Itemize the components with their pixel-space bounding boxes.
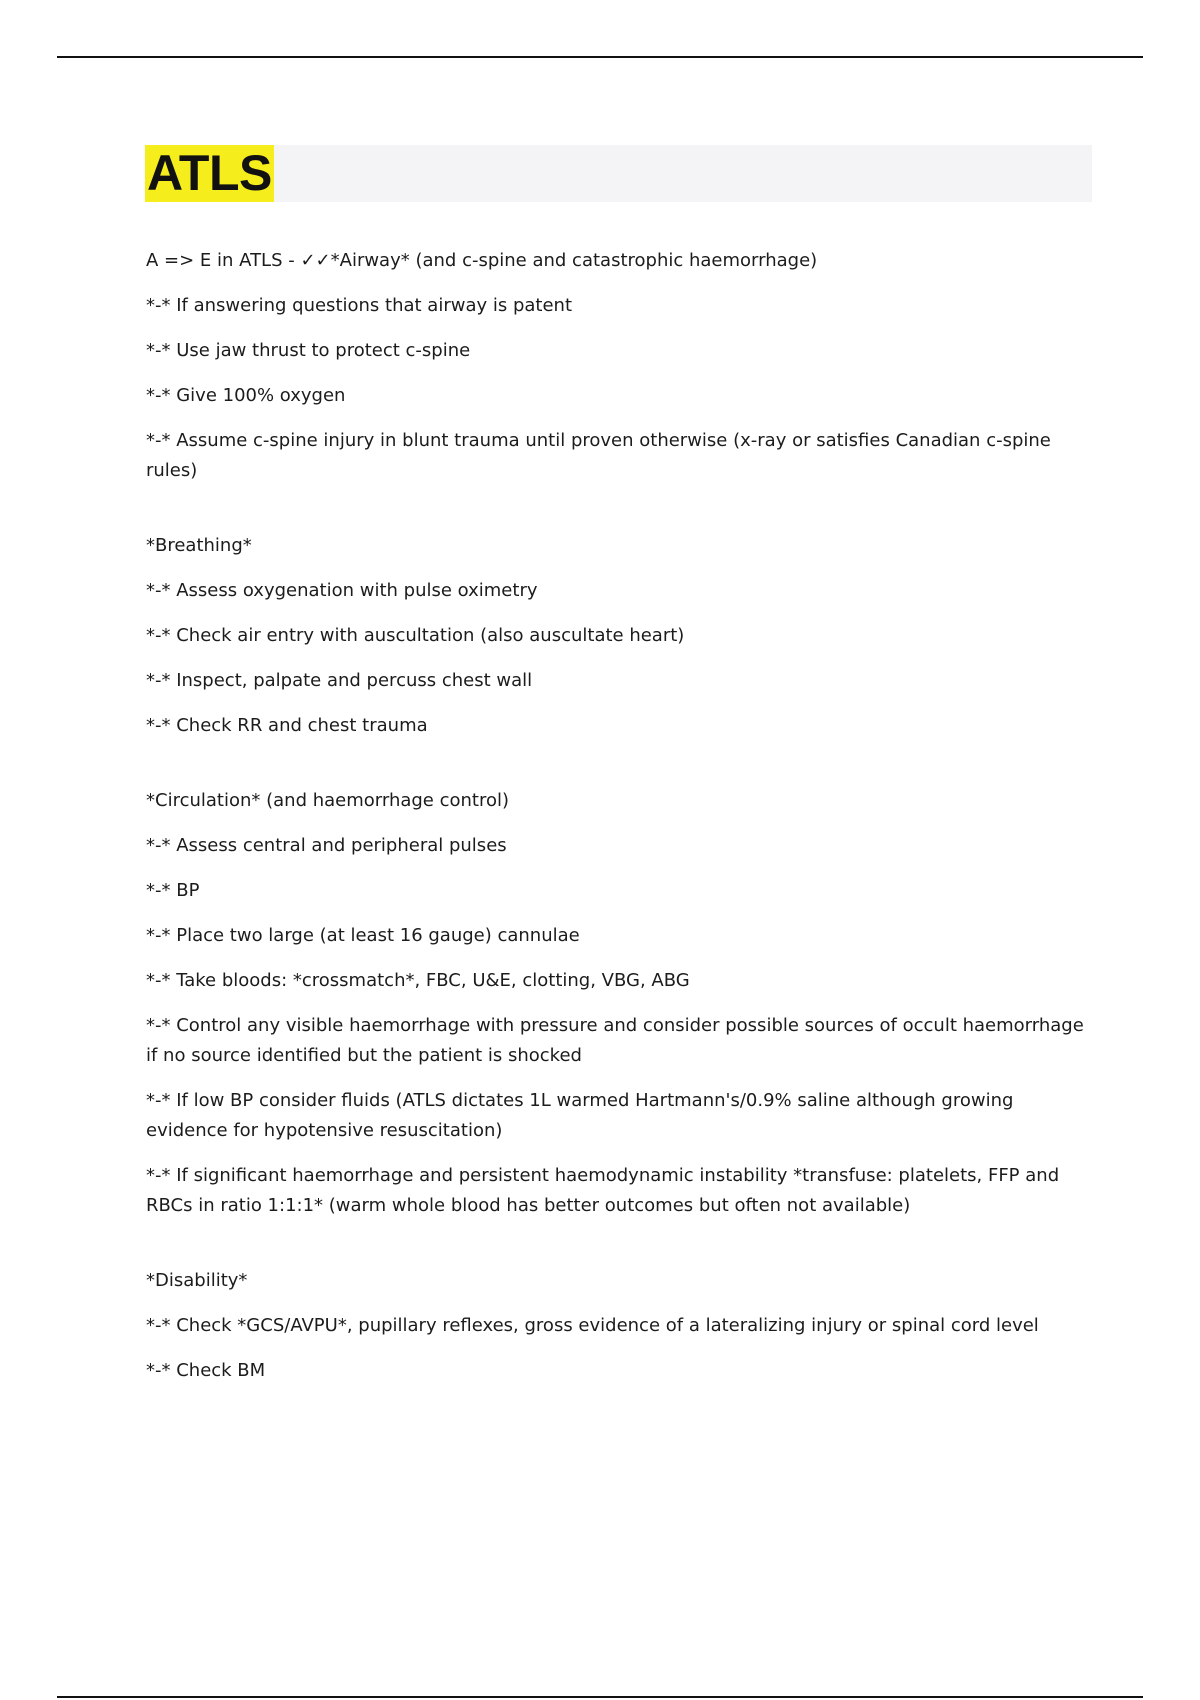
list-item: *-* Check BM [146, 1360, 266, 1381]
list-item: *-* If low BP consider fluids (ATLS dictates 1L warmed Hartmann's/0.9% saline although growing evidence for hypotensive resuscitation) [146, 1090, 1014, 1141]
list-item: *-* Check air entry with auscultation (also auscultate heart) [146, 625, 685, 646]
page-title: ATLS [147, 145, 272, 201]
document-body [146, 246, 1096, 1401]
section-heading-breathing: *Breathing* [146, 535, 252, 556]
list-item: *-* Assume c-spine injury in blunt trauma until proven otherwise (x-ray or satisfies Canadian c-spine rules) [146, 430, 1051, 481]
intro-text: *Airway* (and c-spine and catastrophic haemorrhage) [330, 250, 818, 271]
footer-rule [57, 1696, 1143, 1698]
list-item: *-* Check *GCS/AVPU*, pupillary reflexes, gross evidence of a lateralizing injury or spinal cord level [146, 1315, 1039, 1336]
section-heading-disability: *Disability* [146, 1270, 248, 1291]
list-item: *-* Inspect, palpate and percuss chest wall [146, 670, 533, 691]
title-band [145, 145, 1092, 202]
list-item: *-* Use jaw thrust to protect c-spine [146, 340, 471, 361]
list-item: *-* Assess central and peripheral pulses [146, 835, 507, 856]
section-heading-circulation: *Circulation* (and haemorrhage control) [146, 790, 510, 811]
intro-prefix: A => E in ATLS - [146, 250, 301, 271]
intro-line [146, 246, 1096, 276]
list-item: *-* Place two large (at least 16 gauge) cannulae [146, 925, 580, 946]
list-item: *-* BP [146, 880, 200, 901]
list-item: *-* Assess oxygenation with pulse oximetry [146, 580, 538, 601]
list-item: *-* If answering questions that airway is patent [146, 295, 573, 316]
header-rule [57, 56, 1143, 58]
list-item: *-* Control any visible haemorrhage with pressure and consider possible sources of occult haemorrhage if no source identified but the patient is shocked [146, 1015, 1084, 1066]
checkmark-icon: ✓✓ [300, 250, 331, 271]
list-item: *-* Take bloods: *crossmatch*, FBC, U&E, clotting, VBG, ABG [146, 970, 690, 991]
list-item: *-* If significant haemorrhage and persistent haemodynamic instability *transfuse: platelets, FFP and RBCs in ratio 1:1:1* (warm whole blood has better outcomes but often not available) [146, 1165, 1060, 1216]
list-item: *-* Check RR and chest trauma [146, 715, 428, 736]
list-item: *-* Give 100% oxygen [146, 385, 346, 406]
